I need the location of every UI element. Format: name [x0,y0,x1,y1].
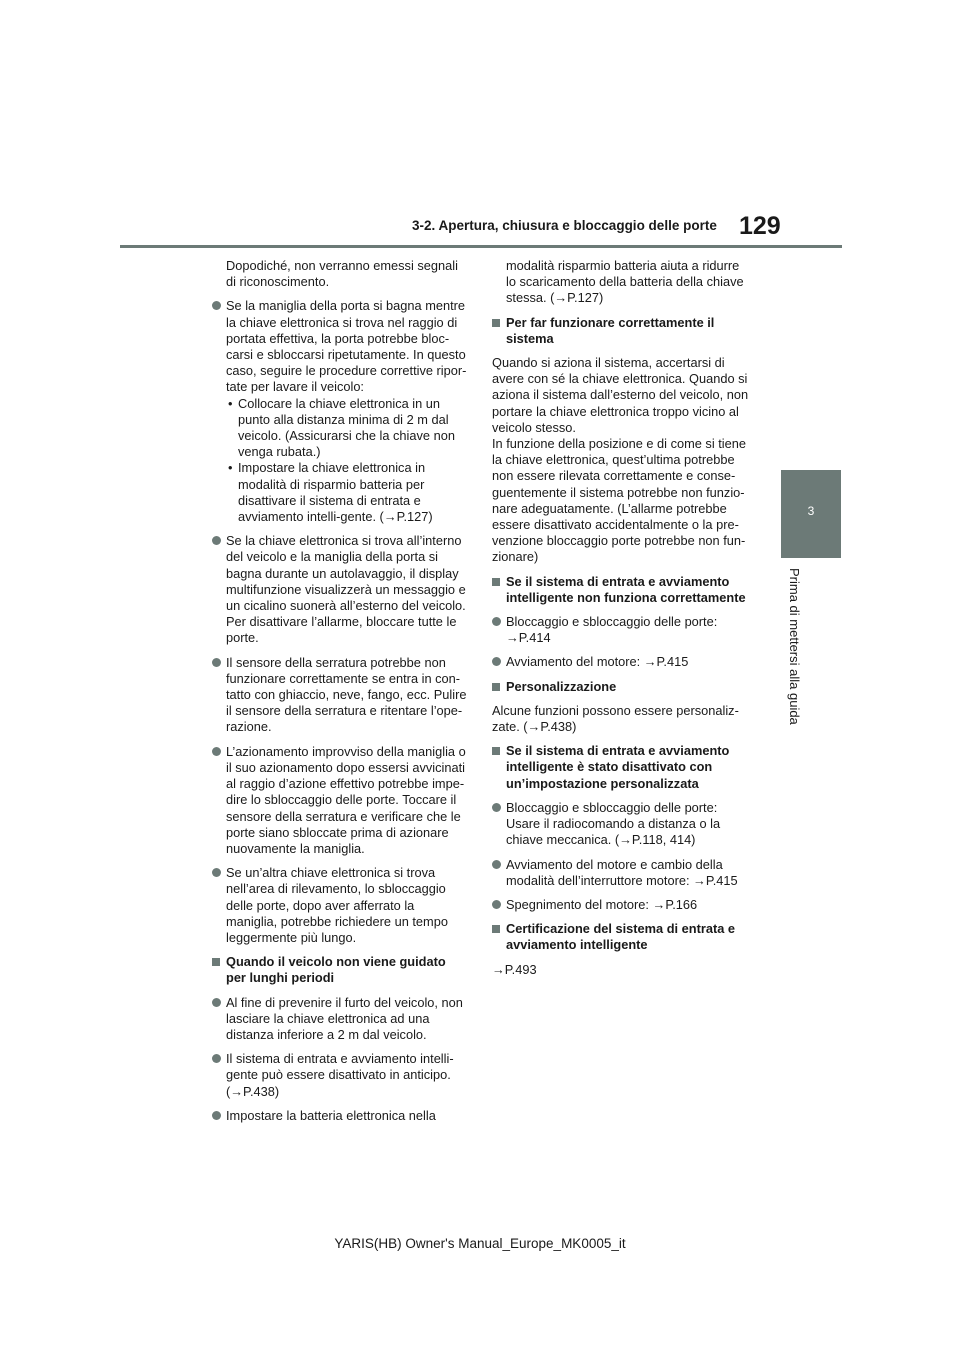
page-number: 129 [739,212,781,240]
bullet-item: Al fine di prevenire il furto del veicolo, non lasciare la chiave elettronica ad una distanza inferiore a 2 m dal veicolo. [212,995,468,1044]
bullet-item: Se un’altra chiave elettronica si trova nell’area di rilevamento, lo sbloccaggio delle porte, dopo aver afferrato la maniglia, potrebbe richiedere un tempo leggermente più lungo. [212,865,468,946]
chapter-label-text: Prima di mettersi alla guida [787,568,802,725]
section-title: 3-2. Apertura, chiusura e bloccaggio delle porte [412,218,717,233]
paragraph: Alcune funzioni possono essere personaliz-zate. (→P.438) [492,702,739,735]
bullet-item [212,298,468,525]
paragraph [492,355,750,566]
bullet-item: Spegnimento del motore: →P.166 [492,897,750,913]
bullet-text: Se la maniglia della porta si bagna mentre la chiave elettronica si trova nel raggio di portata effettiva, la porta potrebbe bloc-carsi e sbloccarsi ripetutamente. In questo caso, seguire le procedure correttive ripor-tate per lavare il veicolo: [226,298,467,395]
bullet-item: Il sistema di entrata e avviamento intelli-gente può essere disattivato in anticipo. (→P.438) [212,1051,468,1100]
paragraph-line: Quando si aziona il sistema, accertarsi di avere con sé la chiave elettronica. Quando si aziona il sistema dall’esterno del veicolo, non portare la chiave elettronica troppo vicino al veicolo stesso. [492,355,749,435]
section-heading: Per far funzionare correttamente il sistema [492,315,750,347]
bullet-item: Se la chiave elettronica si trova all’interno del veicolo e la maniglia della porta si bagna durante un autolavaggio, il display multifunzione visualizzerà un messaggio e un cicalino suonerà all’esterno del veicolo. Per disattivare l’allarme, bloccare tutte le porte. [212,533,468,646]
bullet-item: Bloccaggio e sbloccaggio delle porte: Usare il radiocomando a distanza o la chiave meccanica. (→P.118, 414) [492,800,750,849]
bullet-item: Il sensore della serratura potrebbe non funzionare correttamente se entra in con-tatto con ghiaccio, neve, fango, ecc. Pulire il sensore della serratura e ritentare l’ope-razione. [212,655,468,736]
chapter-tab[interactable] [781,470,841,558]
footer-text: YARIS(HB) Owner's Manual_Europe_MK0005_it [334,1236,626,1251]
bullet-item: Bloccaggio e sbloccaggio delle porte: →P.414 [492,614,750,646]
bullet-item: L’azionamento improvviso della maniglia o il suo azionamento dopo essersi avvicinati al raggio d’azione effettivo potrebbe impe-dire lo sbloccaggio delle porte. Toccare il sensore della serratura e verificare che le porte siano sbloccate prima di azionare nuovamente la maniglia. [212,744,468,857]
continued-text: Dopodiché, non verranno emessi segnali di riconoscimento. [226,258,458,290]
chapter-label [788,568,802,738]
left-column [212,258,468,1132]
chapter-number: 3 [807,504,815,518]
section-heading: Quando il veicolo non viene guidato per lunghi periodi [212,954,468,986]
section-heading: Personalizzazione [492,679,750,695]
continued-text: modalità risparmio batteria aiuta a ridurre lo scaricamento della batteria della chiave stessa. (→P.127) [506,258,744,306]
bullet-item: Impostare la batteria elettronica nella [212,1108,468,1124]
bullet-item: Avviamento del motore e cambio della modalità dell’interruttore motore: →P.415 [492,857,750,889]
sub-item: • Collocare la chiave elettronica in un punto alla distanza minima di 2 m dal veicolo. (Assicurarsi che la chiave non venga rubata.) [226,396,468,461]
section-heading: Se il sistema di entrata e avviamento intelligente non funziona correttamente [492,574,750,606]
bullet-item: Avviamento del motore: →P.415 [492,654,750,670]
sub-item: • Impostare la chiave elettronica in modalità di risparmio batteria per disattivare il sistema di entrata e avviamento intelli-gente. (→P.127) [226,460,468,525]
right-column [492,258,750,986]
paragraph-line: In funzione della posizione e di come si tiene la chiave elettronica, quest’ultima potrebbe non essere rilevata correttamente e conse-guentemente il sistema potrebbe non funzio-nare adeguatamente. (L’allarme potrebbe essere disattivato accidentalmente o la pre-venzione bloccaggio porte potrebbe non fun-zionare) [492,436,746,565]
page-reference-link[interactable]: →P.493 [492,961,537,977]
section-heading: Certificazione del sistema di entrata e avviamento intelligente [492,921,750,953]
section-heading: Se il sistema di entrata e avviamento intelligente è stato disattivato con un’impostazione personalizzata [492,743,750,792]
header-rule [120,245,842,248]
